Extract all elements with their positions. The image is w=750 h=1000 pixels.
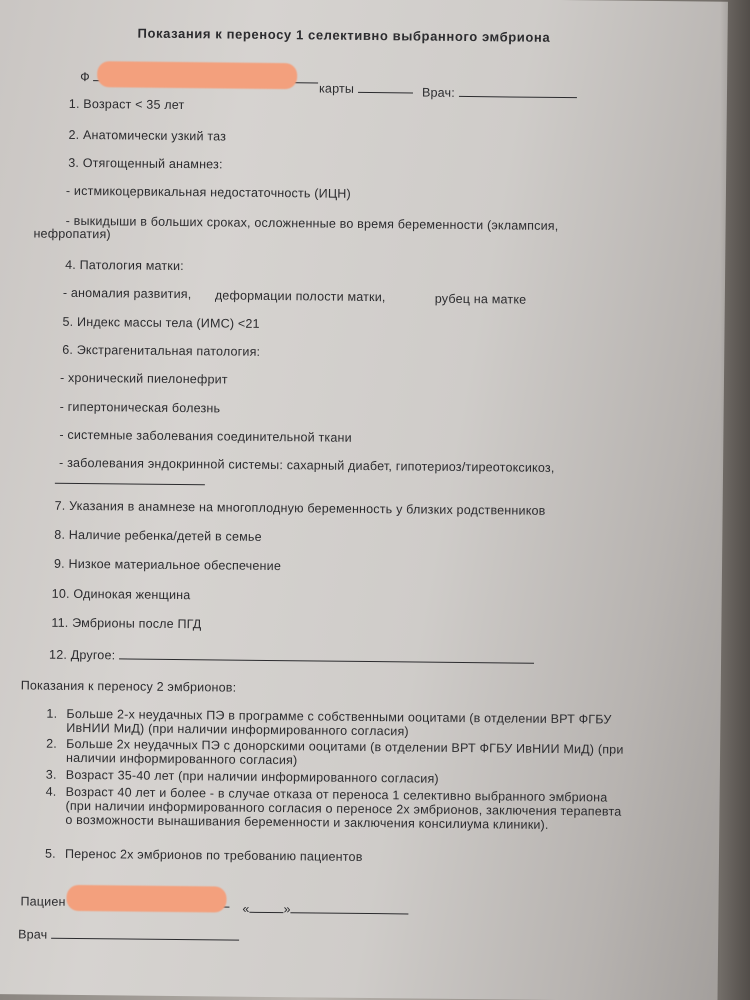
item-11: 11. Эмбрионы после ПГД	[51, 615, 202, 632]
patient-label: Пациен	[20, 894, 66, 909]
item-4-sub-2: деформации полости матки,	[214, 288, 386, 305]
item-12-label: 12. Другое:	[49, 647, 116, 663]
redaction-mark-name	[97, 61, 297, 89]
header-doctor-field[interactable]	[422, 84, 577, 102]
date-field[interactable]: « »	[242, 900, 408, 918]
section2-item-3: 3. Возраст 35-40 лет (при наличии информированного согласия)	[45, 767, 439, 786]
card-label: карты	[318, 81, 355, 96]
section2-item-1: 1. Больше 2-х неудачных ПЭ в программе с собственными ооцитами (в отделении ВРТ ФГБУ ИвНИИ МиД) (при наличии информированного согласия)	[46, 706, 612, 739]
redaction-mark-patient	[66, 885, 226, 913]
item-6-sub-1: - хронический пиелонефрит	[59, 370, 228, 387]
header-card-field[interactable]	[319, 79, 413, 96]
item-5: 5. Индекс массы тела (ИМС) <21	[62, 314, 260, 331]
item-4-sub-1: - аномалия развития,	[62, 285, 192, 302]
doctor-signature-field[interactable]	[18, 925, 239, 943]
section2-item-5: 5. Перенос 2х эмбрионов по требованию пациентов	[44, 846, 363, 864]
item-3-sub-2: - выкидыши в больших сроках, осложненные во время беременности (эклампсия,	[65, 213, 559, 233]
section2-item-4: 4. Возраст 40 лет и более - в случае отказа от переноса 1 селективно выбранного эмбриона (при наличии информированного согласия о переносе 2х эмбрионов, заключения терапевта о возможности вынашивания беременности и заключения консилиума клиники).	[45, 784, 622, 832]
item-2: 2. Анатомически узкий таз	[68, 127, 227, 144]
item-6-sub-4-blank[interactable]	[55, 471, 205, 489]
item-7: 7. Указания в анамнезе на многоплодную беременность у близких родственников	[54, 498, 546, 518]
item-6-sub-3: - системные заболевания соединительной ткани	[59, 427, 352, 445]
item-3-sub-2-cont: нефропатия)	[33, 226, 111, 242]
item-12-other[interactable]	[49, 646, 534, 667]
item-3-sub-1: - истмикоцервикальная недостаточность (ИЦН)	[65, 183, 352, 201]
section2-item-2: 2. Больше 2х неудачных ПЭ с донорскими ооцитами (в отделении ВРТ ФГБУ ИвНИИ МиД) (при наличии информированного согласия)	[46, 736, 624, 768]
item-6-sub-2: - гипертоническая болезнь	[59, 399, 221, 416]
page-edge-shadow	[720, 0, 750, 1000]
doctor-footer-label: Врач	[18, 927, 48, 942]
item-1: 1. Возраст < 35 лет	[68, 96, 185, 113]
doctor-label: Врач:	[421, 85, 456, 100]
item-4: 4. Патология матки:	[65, 257, 184, 274]
item-8: 8. Наличие ребенка/детей в семье	[54, 527, 262, 544]
document-title: Показания к переносу 1 селективно выбранного эмбриона	[137, 25, 551, 45]
fio-label: Ф	[80, 69, 90, 85]
item-6: 6. Экстрагенитальная патология:	[62, 342, 261, 359]
item-6-sub-4: - заболевания эндокринной системы: сахарный диабет, гипотериоз/тиреотоксикоз,	[59, 455, 555, 475]
item-4-sub-3: рубец на матке	[434, 291, 527, 307]
item-10: 10. Одинокая женщина	[51, 586, 191, 603]
section2-heading: Показания к переносу 2 эмбрионов:	[20, 678, 237, 695]
item-9: 9. Низкое материальное обеспечение	[53, 556, 282, 574]
item-3: 3. Отягощенный анамнез:	[68, 155, 223, 172]
